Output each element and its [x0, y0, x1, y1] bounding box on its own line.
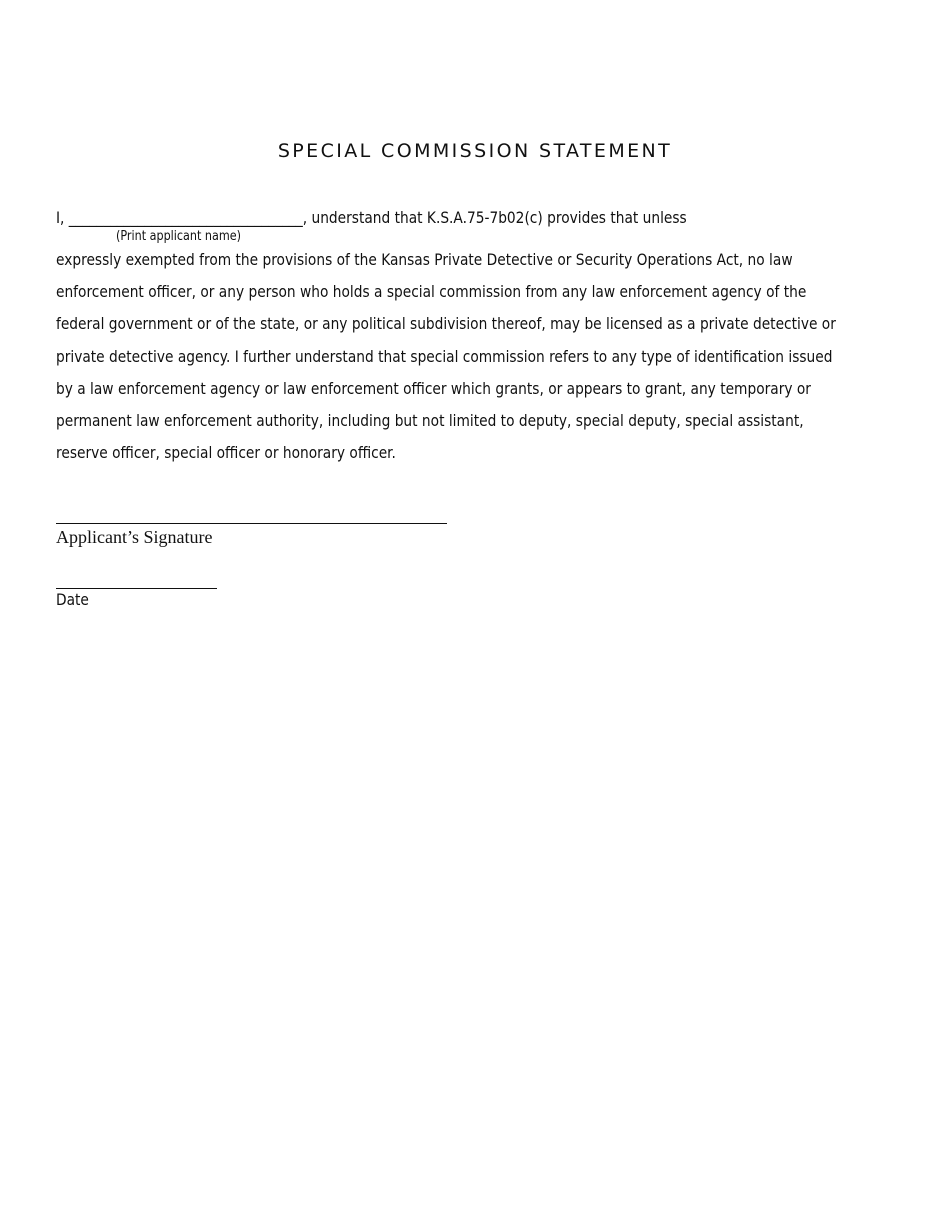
date-line — [56, 588, 217, 589]
date-label: Date — [56, 590, 89, 609]
statement-line: reserve officer, special officer or honorary officer. — [56, 443, 396, 463]
statement-line: enforcement officer, or any person who holds a special commission from any law enforcement agency of the — [56, 282, 807, 302]
print-name-caption: (Print applicant name) — [116, 229, 241, 244]
document-title: SPECIAL COMMISSION STATEMENT — [277, 140, 673, 162]
statement-line: expressly exempted from the provisions of the Kansas Private Detective or Security Operations Act, no law — [56, 250, 793, 269]
statement-line: permanent law enforcement authority, including but not limited to deputy, special deputy, special assistant, — [56, 410, 804, 430]
signature-label: Applicant’s Signature — [56, 527, 213, 547]
statement-line: federal government or of the state, or any political subdivision thereof, may be licensed as a private detective or — [56, 314, 836, 334]
statement-line: by a law enforcement agency or law enforcement officer which grants, or appears to grant, any temporary or — [56, 378, 811, 398]
signature-line — [56, 523, 447, 524]
statement-paragraph — [56, 244, 836, 469]
statement-line: private detective agency. I further understand that special commission refers to any type of identification issued — [56, 346, 833, 366]
statement-first-line: I, __________________________________, understand that K.S.A.75-7b02(c) provides that unless — [56, 208, 687, 227]
